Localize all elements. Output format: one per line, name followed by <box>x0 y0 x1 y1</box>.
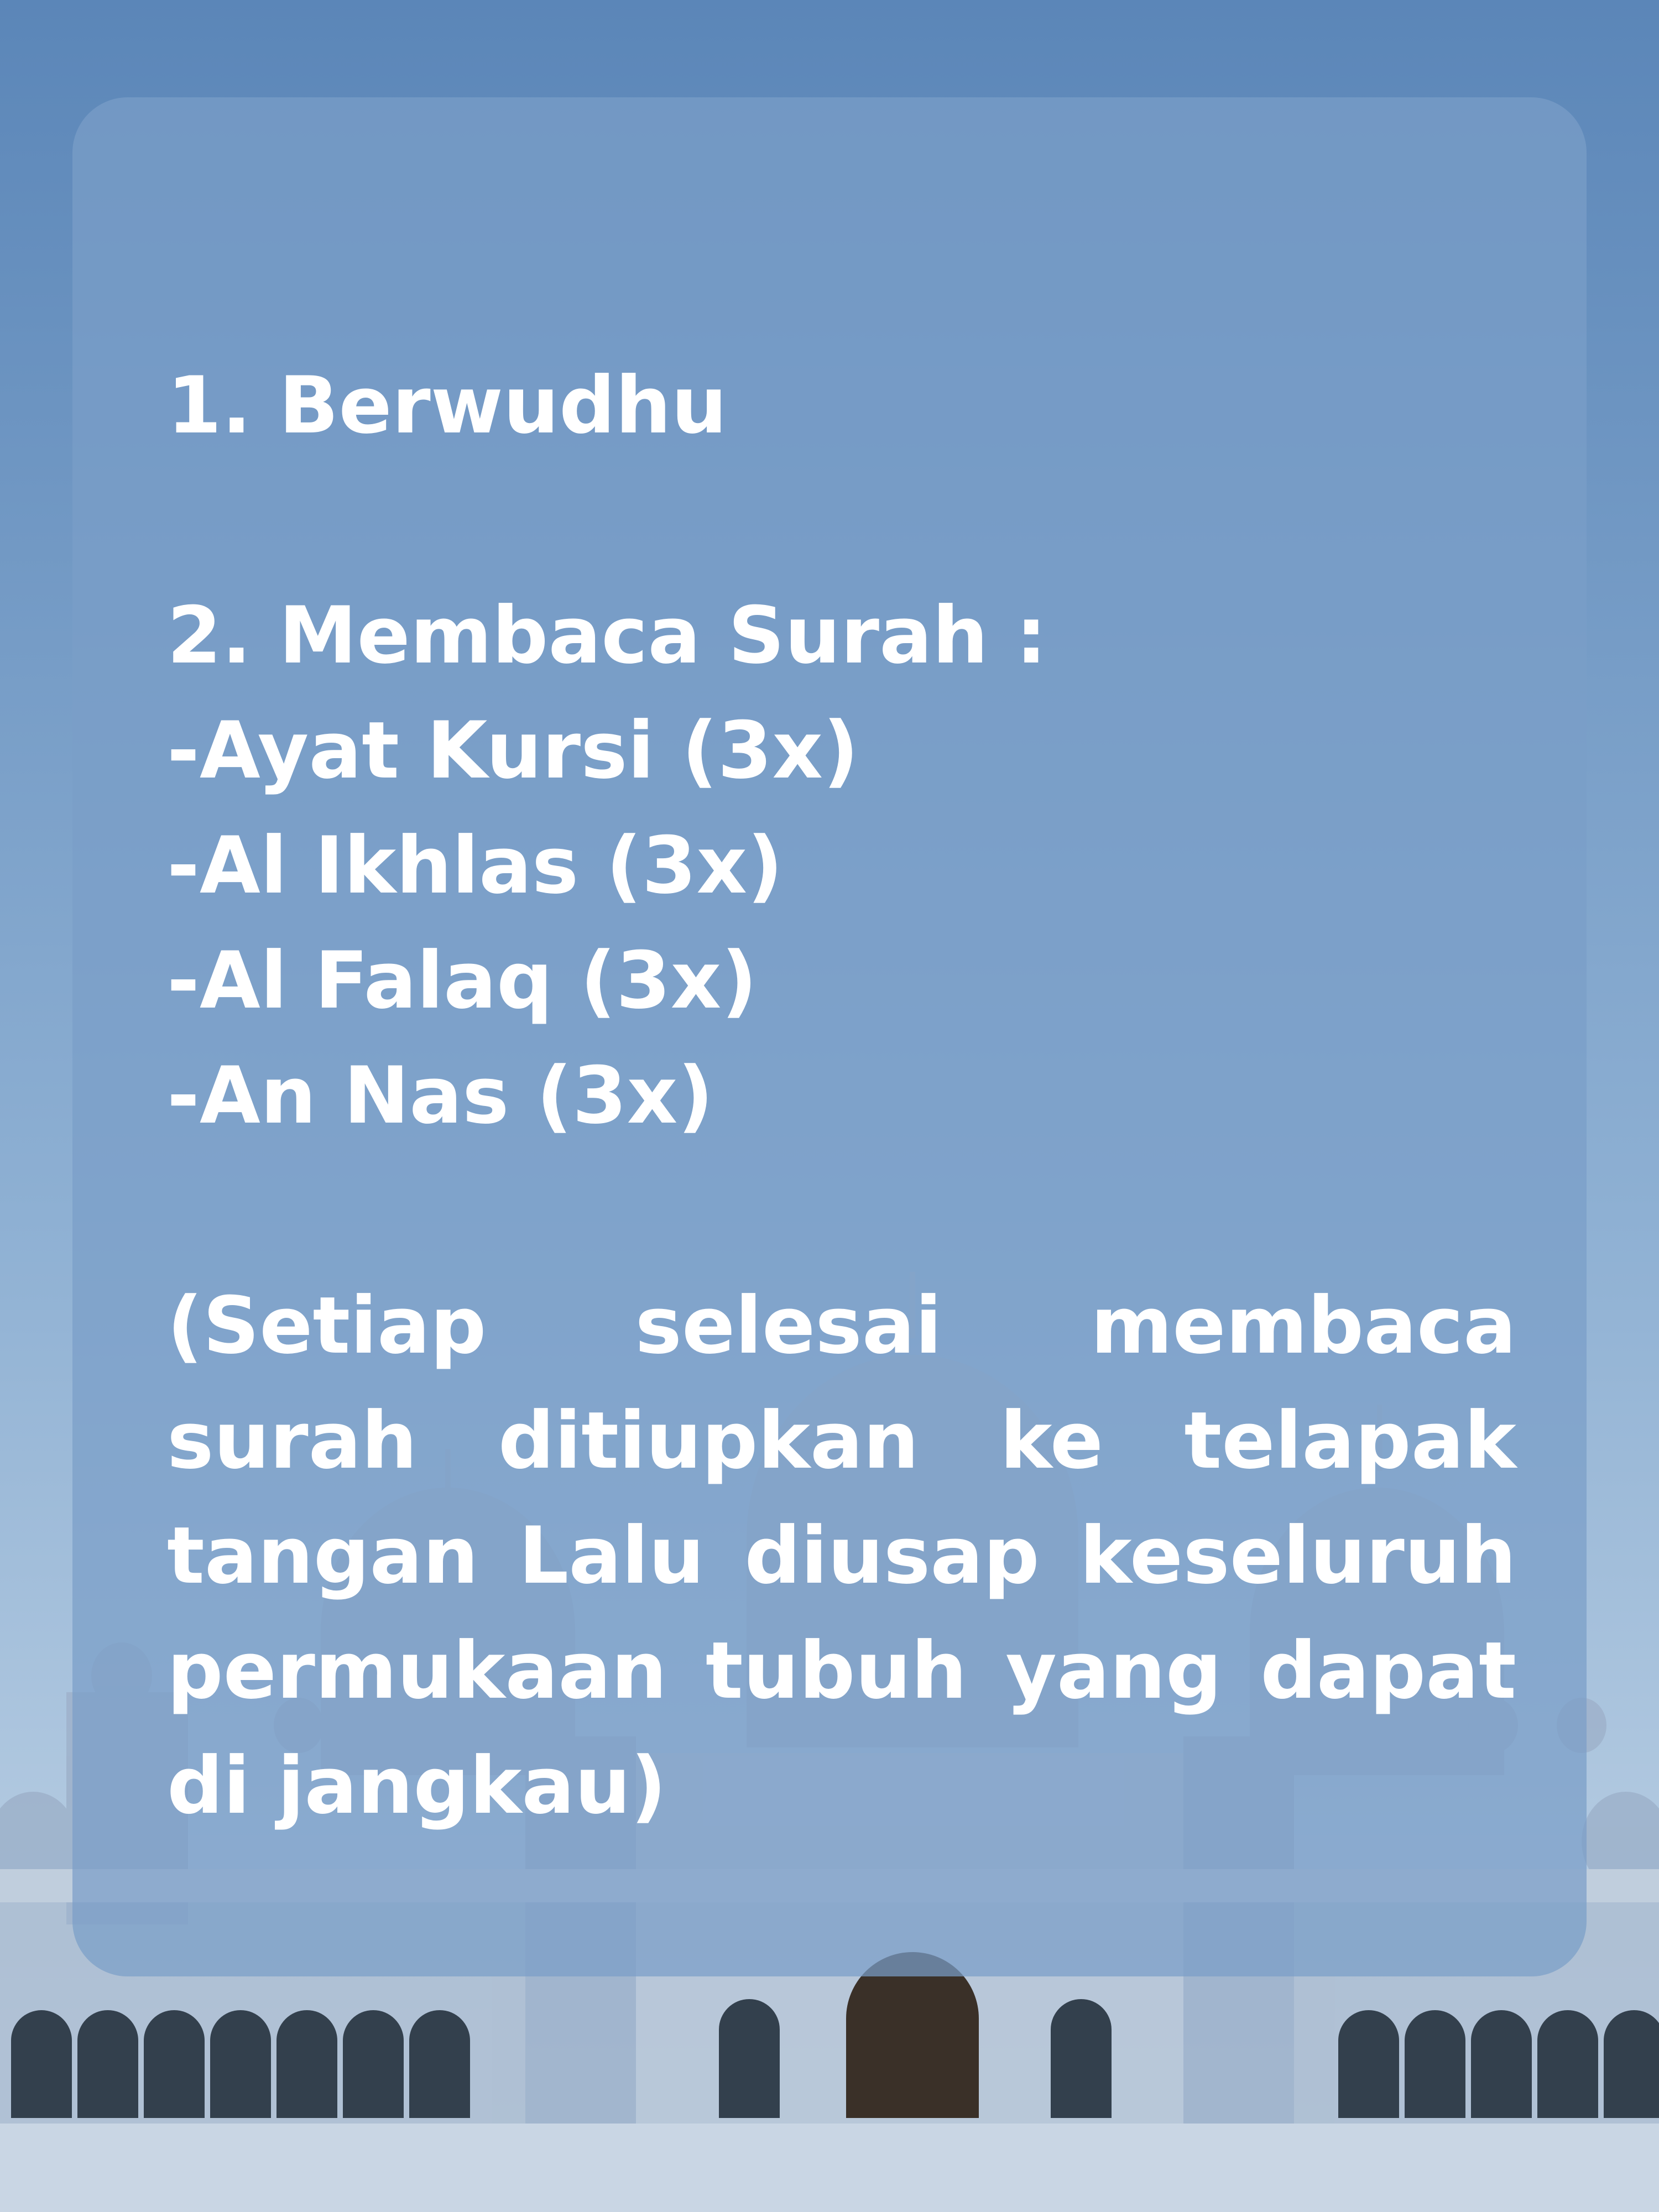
surah-item: -An Nas (3x) <box>167 1050 714 1141</box>
surah-item: -Al Falaq (3x) <box>167 935 758 1026</box>
spacer <box>167 1154 1516 1269</box>
surah-item: -Ayat Kursi (3x) <box>167 705 859 796</box>
surah-item: -Al Ikhlas (3x) <box>167 820 783 911</box>
courtyard <box>0 2124 1659 2212</box>
instructions <box>167 348 1516 1844</box>
step-2-heading: 2. Membaca Surah : <box>167 590 1047 681</box>
spacer <box>167 463 1516 578</box>
instruction-note: (Setiap selesai membaca surah ditiupkan ke telapak tangan Lalu diusap keseluruh permukaan tubuh yang dapat di jangkau) <box>167 1280 1516 1832</box>
step-1: 1. Berwudhu <box>167 360 727 451</box>
